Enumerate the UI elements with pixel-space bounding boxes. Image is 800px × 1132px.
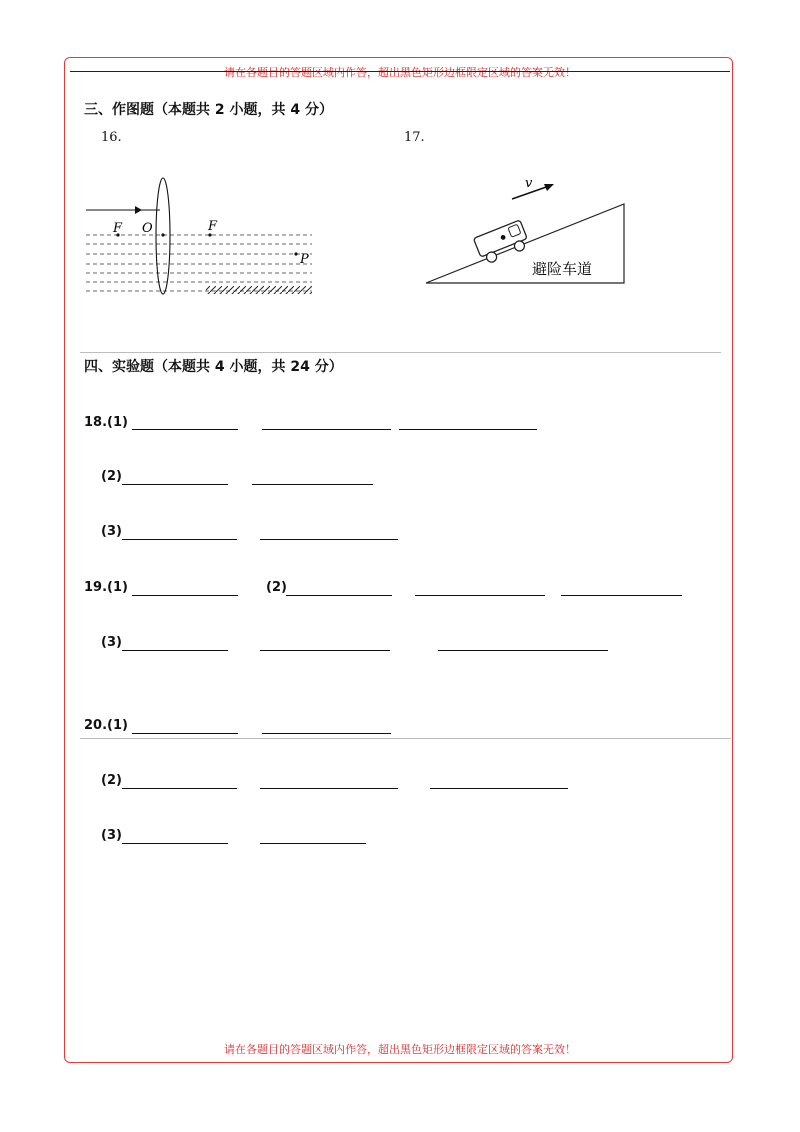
answer-blank[interactable] [286, 595, 392, 596]
notice-bottom: 请在各题目的答题区域内作答，超出黑色矩形边框限定区域的答案无效！ [224, 1043, 576, 1056]
answer-blank[interactable] [122, 843, 228, 844]
answer-blank[interactable] [132, 429, 238, 430]
answer-blank[interactable] [561, 595, 682, 596]
convex-lens-diagram[interactable] [84, 172, 320, 302]
q20-2-label: (2) [101, 773, 122, 788]
answer-blank[interactable] [122, 484, 228, 485]
answer-blank[interactable] [399, 429, 537, 430]
escape-lane-diagram[interactable] [420, 170, 630, 290]
velocity-label: v [525, 176, 533, 191]
question-17-number: 17. [404, 130, 425, 145]
optical-center-label: O [142, 221, 153, 236]
answer-blank[interactable] [438, 650, 608, 651]
q18-2-label: (2) [101, 469, 122, 484]
answer-blank[interactable] [122, 788, 237, 789]
answer-blank[interactable] [122, 539, 237, 540]
q19-2-label: (2) [266, 580, 287, 595]
q18-1-label: 18.(1) [84, 415, 128, 430]
answer-blank[interactable] [260, 788, 398, 789]
q19-3-label: (3) [101, 635, 122, 650]
question-16-number: 16. [101, 130, 122, 145]
focus-left-label: F [113, 221, 123, 236]
escape-lane-label: 避险车道 [532, 260, 593, 278]
header-rule [70, 71, 730, 72]
answer-blank[interactable] [132, 595, 238, 596]
q19-1-label: 19.(1) [84, 580, 128, 595]
point-p-label: P [300, 252, 309, 267]
section-3-title: 三、作图题（本题共 2 小题，共 4 分） [84, 102, 333, 118]
answer-blank[interactable] [122, 650, 228, 651]
answer-blank[interactable] [260, 539, 398, 540]
answer-blank[interactable] [260, 843, 366, 844]
answer-blank[interactable] [415, 595, 545, 596]
q18-3-label: (3) [101, 524, 122, 539]
answer-blank[interactable] [262, 733, 391, 734]
q20-3-label: (3) [101, 828, 122, 843]
answer-blank[interactable] [430, 788, 568, 789]
answer-blank[interactable] [260, 650, 390, 651]
section-divider [80, 738, 731, 739]
answer-blank[interactable] [132, 733, 238, 734]
focus-right-label: F [208, 219, 218, 234]
answer-blank[interactable] [262, 429, 391, 430]
section-divider [80, 352, 721, 353]
notice-top: 请在各题目的答题区域内作答，超出黑色矩形边框限定区域的答案无效！ [224, 66, 576, 79]
answer-blank[interactable] [252, 484, 373, 485]
section-4-title: 四、实验题（本题共 4 小题，共 24 分） [84, 359, 343, 375]
q20-1-label: 20.(1) [84, 718, 128, 733]
